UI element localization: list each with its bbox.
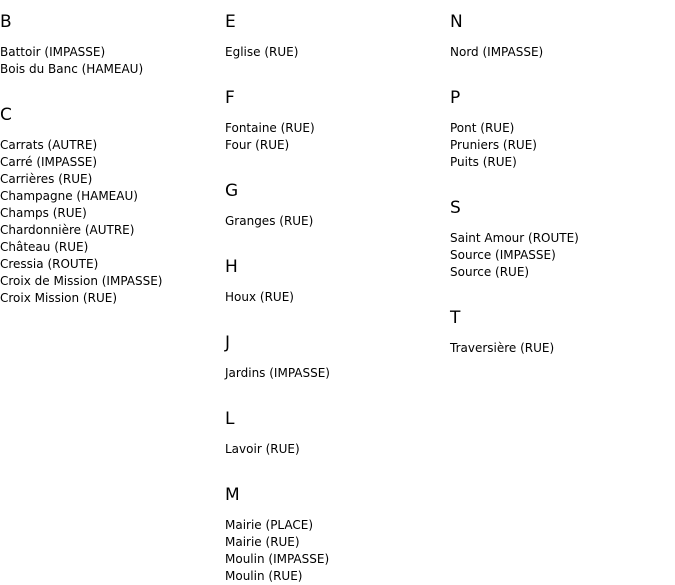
street-item[interactable] (0, 256, 225, 273)
street-link[interactable]: Nord (IMPASSE) (450, 45, 544, 59)
street-list (450, 120, 675, 171)
street-link[interactable]: Lavoir (RUE) (225, 442, 300, 456)
letter-group-s (450, 186, 675, 281)
street-item[interactable] (450, 137, 675, 154)
street-item[interactable] (0, 137, 225, 154)
street-item[interactable] (225, 517, 450, 534)
street-link[interactable]: Carrats (AUTRE) (0, 138, 98, 152)
street-item[interactable] (450, 120, 675, 137)
street-item[interactable] (0, 188, 225, 205)
street-list (225, 289, 450, 306)
letter-heading: P (450, 88, 461, 108)
letter-group-c (0, 93, 225, 307)
street-item[interactable] (225, 120, 450, 137)
street-item[interactable] (450, 247, 675, 264)
street-link[interactable]: Château (RUE) (0, 240, 89, 254)
letter-heading: N (450, 12, 463, 32)
street-item[interactable] (225, 441, 450, 458)
street-item[interactable] (0, 205, 225, 222)
street-index-column-2 (225, 0, 450, 585)
letter-group-e (225, 0, 450, 61)
street-list (225, 120, 450, 154)
street-item[interactable] (0, 239, 225, 256)
letter-group-g (225, 169, 450, 230)
street-link[interactable]: Pruniers (RUE) (450, 138, 537, 152)
street-item[interactable] (0, 290, 225, 307)
street-link[interactable]: Chardonnière (AUTRE) (0, 223, 135, 237)
street-item[interactable] (225, 568, 450, 585)
street-list (225, 44, 450, 61)
letter-heading: H (225, 257, 238, 277)
letter-group-h (225, 245, 450, 306)
street-item[interactable] (0, 273, 225, 290)
street-link[interactable]: Cressia (ROUTE) (0, 257, 99, 271)
street-item[interactable] (0, 44, 225, 61)
letter-heading: L (225, 409, 235, 429)
letter-group-m (225, 473, 450, 585)
street-link[interactable]: Jardins (IMPASSE) (225, 366, 330, 380)
letter-heading: G (225, 181, 239, 201)
street-list (225, 365, 450, 382)
street-list (450, 230, 675, 281)
street-item[interactable] (0, 171, 225, 188)
street-link[interactable]: Saint Amour (ROUTE) (450, 231, 579, 245)
street-link[interactable]: Moulin (RUE) (225, 569, 303, 583)
street-list (0, 44, 225, 78)
street-link[interactable]: Four (RUE) (225, 138, 290, 152)
street-item[interactable] (225, 213, 450, 230)
street-link[interactable]: Champs (RUE) (0, 206, 87, 220)
letter-heading: M (225, 485, 240, 505)
letter-heading: E (225, 12, 236, 32)
letter-heading: S (450, 198, 461, 218)
letter-group-j (225, 321, 450, 382)
street-item[interactable] (225, 289, 450, 306)
street-list (225, 213, 450, 230)
street-item[interactable] (225, 365, 450, 382)
street-item[interactable] (0, 222, 225, 239)
street-item[interactable] (450, 44, 675, 61)
street-link[interactable]: Houx (RUE) (225, 290, 294, 304)
street-item[interactable] (225, 137, 450, 154)
letter-group-p (450, 76, 675, 171)
street-link[interactable]: Champagne (HAMEAU) (0, 189, 138, 203)
street-link[interactable]: Mairie (RUE) (225, 535, 300, 549)
letter-heading: T (450, 308, 461, 328)
street-link[interactable]: Fontaine (RUE) (225, 121, 315, 135)
street-link[interactable]: Carrières (RUE) (0, 172, 93, 186)
street-link[interactable]: Traversière (RUE) (450, 341, 555, 355)
street-link[interactable]: Eglise (RUE) (225, 45, 299, 59)
street-item[interactable] (450, 154, 675, 171)
letter-group-t (450, 296, 675, 357)
street-index-column-1 (0, 0, 225, 307)
street-link[interactable]: Source (RUE) (450, 265, 530, 279)
street-list (0, 137, 225, 307)
street-list (450, 44, 675, 61)
letter-group-n (450, 0, 675, 61)
letter-group-f (225, 76, 450, 154)
street-list (450, 340, 675, 357)
street-item[interactable] (225, 534, 450, 551)
street-list (225, 517, 450, 585)
letter-heading: J (225, 333, 231, 353)
street-index-column-3 (450, 0, 675, 357)
street-link[interactable]: Source (IMPASSE) (450, 248, 556, 262)
street-link[interactable]: Granges (RUE) (225, 214, 314, 228)
street-item[interactable] (225, 551, 450, 568)
street-item[interactable] (0, 61, 225, 78)
street-link[interactable]: Croix de Mission (IMPASSE) (0, 274, 163, 288)
street-item[interactable] (450, 230, 675, 247)
street-link[interactable]: Carré (IMPASSE) (0, 155, 98, 169)
street-item[interactable] (450, 340, 675, 357)
street-link[interactable]: Croix Mission (RUE) (0, 291, 117, 305)
letter-heading: F (225, 88, 235, 108)
street-link[interactable]: Moulin (IMPASSE) (225, 552, 330, 566)
street-list (225, 441, 450, 458)
street-link[interactable]: Bois du Banc (HAMEAU) (0, 62, 144, 76)
street-item[interactable] (0, 154, 225, 171)
street-link[interactable]: Pont (RUE) (450, 121, 515, 135)
letter-group-b (0, 0, 225, 78)
letter-group-l (225, 397, 450, 458)
street-link[interactable]: Puits (RUE) (450, 155, 517, 169)
street-item[interactable] (225, 44, 450, 61)
street-link[interactable]: Mairie (PLACE) (225, 518, 314, 532)
letter-heading: C (0, 105, 12, 125)
street-item[interactable] (450, 264, 675, 281)
street-link[interactable]: Battoir (IMPASSE) (0, 45, 106, 59)
letter-heading: B (0, 12, 12, 32)
